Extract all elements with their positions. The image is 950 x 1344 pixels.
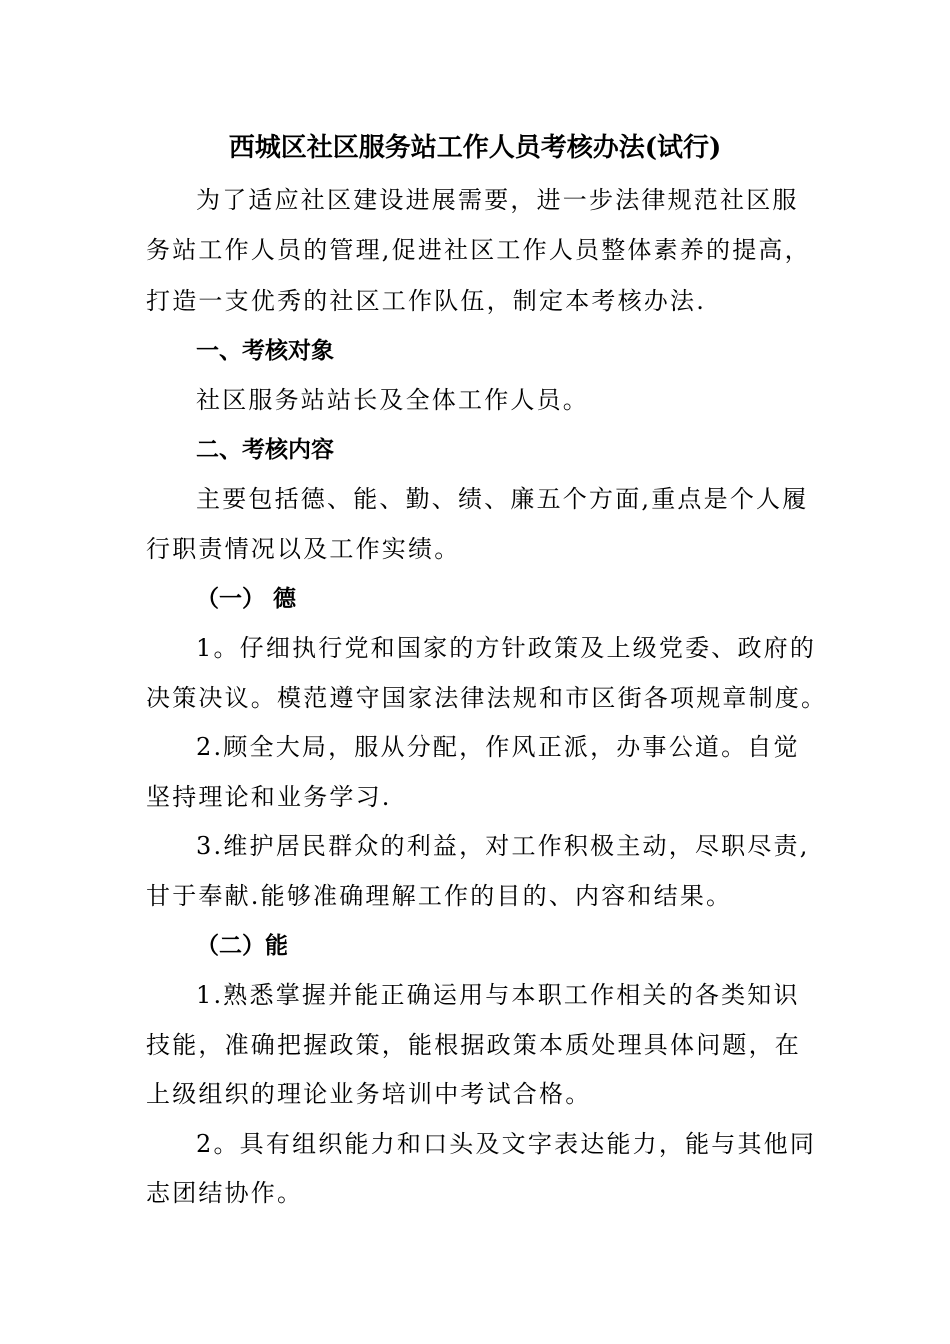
intro-line: 为了适应社区建设进展需要，进一步法律规范社区服 <box>196 186 799 214</box>
section-paragraph: 行职责情况以及工作实绩。 <box>146 535 461 563</box>
list-item: 2。具有组织能力和口头及文字表达能力，能与其他同 <box>196 1130 817 1158</box>
list-item: 3.维护居民群众的利益，对工作积极主动，尽职尽责, <box>196 832 810 860</box>
list-item: 1。仔细执行党和国家的方针政策及上级党委、政府的 <box>196 634 817 662</box>
subsection-heading-virtue: （一） 德 <box>196 586 297 612</box>
list-item: 1.熟悉掌握并能正确运用与本职工作相关的各类知识 <box>196 981 800 1009</box>
list-item: 坚持理论和业务学习. <box>146 783 392 811</box>
subsection-heading-ability: （二）能 <box>196 933 288 959</box>
list-item: 甘于奉献.能够准确理解工作的目的、内容和结果。 <box>146 882 733 910</box>
list-item: 上级组织的理论业务培训中考试合格。 <box>146 1080 592 1108</box>
document-title: 西城区社区服务站工作人员考核办法(试行) <box>228 133 722 163</box>
intro-line: 务站工作人员的管理,促进社区工作人员整体素养的提高， <box>146 236 811 264</box>
list-item: 2.顾全大局，服从分配，作风正派，办事公道。自觉 <box>196 733 800 761</box>
section-paragraph: 主要包括德、能、勤、绩、廉五个方面,重点是个人履 <box>196 485 809 513</box>
section-heading-assessment-content: 二、考核内容 <box>196 437 334 463</box>
section-heading-assessment-targets: 一、考核对象 <box>196 338 334 364</box>
list-item: 志团结协作。 <box>146 1179 304 1207</box>
list-item: 技能，准确把握政策，能根据政策本质处理具体问题，在 <box>146 1031 801 1059</box>
intro-line: 打造一支优秀的社区工作队伍，制定本考核办法. <box>146 287 707 315</box>
list-item: 决策决议。模范遵守国家法律法规和市区街各项规章制度。 <box>146 684 828 712</box>
section-paragraph: 社区服务站站长及全体工作人员。 <box>196 386 589 414</box>
